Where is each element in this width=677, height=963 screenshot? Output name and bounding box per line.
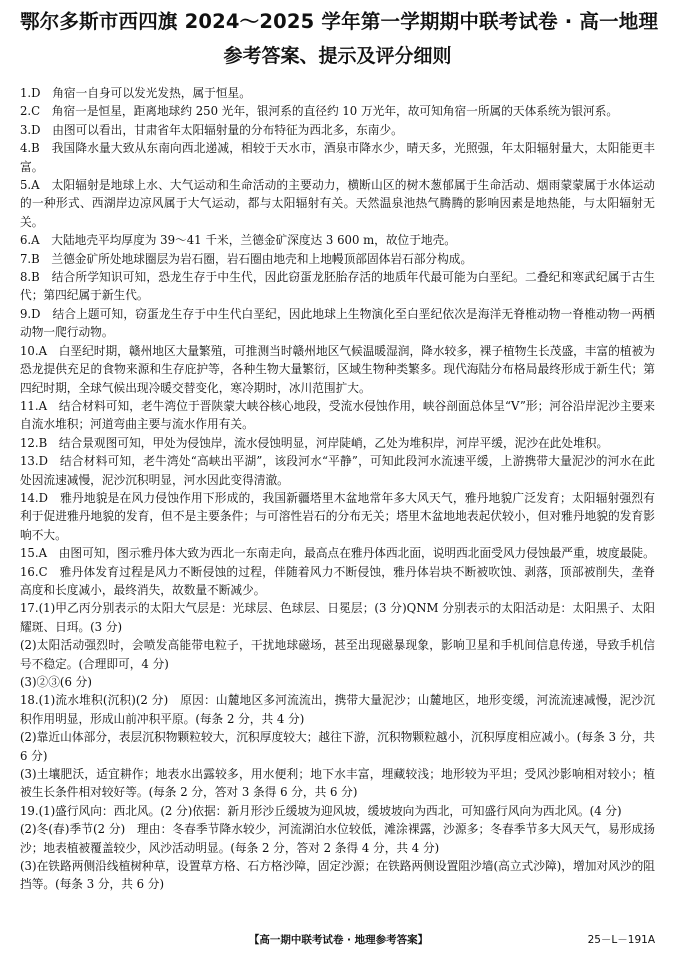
answer-17-part-3: (3)②③(6 分) bbox=[20, 675, 92, 689]
answer-19-part-1: 19.(1)盛行风向：西北风。(2 分)依据：新月形沙丘缓坡为迎风坡，缓坡坡向为西北，可知盛行风向为西北风。(4 分) bbox=[20, 803, 622, 818]
answer-17-part-2: (2)太阳活动强烈时，会喷发高能带电粒子，干扰地球磁场，甚至出现磁暴现象，影响卫星和手机间信息传递，导致手机信号不稳定。(合理即可，4 分) bbox=[20, 638, 655, 671]
footer-title: 【高一期中联考试卷 · 地理参考答案】 bbox=[248, 934, 429, 946]
answer-13: 13.D 结合材料可知，老牛湾处“高峡出平湖”，该段河水“平静”，可知此段河水流速平缓，上游携带大量泥沙的河水在此处因流速减慢，泥沙沉积明显，河水因此变得清澈。 bbox=[20, 454, 655, 487]
answer-5: 5.A 太阳辐射是地球上水、大气运动和生命活动的主要动力，横断山区的树木葱郁属于生命活动、烟雨蒙蒙属于水体运动的一种形式、西湖岸边凉风属于大气运动，都与太阳辐射有关。天然温泉池热气腾腾的影响因素是地热能，与太阳辐射无关。 bbox=[20, 178, 655, 229]
page-footer bbox=[0, 930, 677, 950]
answer-3: 3.D 由图可以看出，甘肃省年太阳辐射量的分布特征为西北多，东南少。 bbox=[20, 122, 403, 137]
answer-18-part-1: 18.(1)流水堆积(沉积)(2 分) 原因：山麓地区多河流流出，携带大量泥沙；山麓地区，地形变缓，河流流速减慢，泥沙沉积作用明显，形成山前冲积平原。(每条 2 分，共 4 分) bbox=[20, 693, 655, 726]
answer-19-part-2: (2)冬(春)季节(2 分) 理由：冬春季节降水较少，河流湖泊水位较低，滩涂裸露，沙源多；冬春季节多大风天气，易形成扬沙；地表植被覆盖较少，风沙活动明显。(每条 2 分，答对 2 条得 4 分，共 4 分) bbox=[20, 822, 655, 855]
answer-11: 11.A 结合材料可知，老牛湾位于晋陕蒙大峡谷核心地段，受流水侵蚀作用，峡谷剖面总体呈“V”形；河谷沿岸泥沙主要来自流水堆积；河道弯曲主要与流水作用有关。 bbox=[20, 398, 655, 432]
answer-12: 12.B 结合景观图可知，甲处为侵蚀岸，流水侵蚀明显，河岸陡峭，乙处为堆积岸，河岸平缓，泥沙在此处堆积。 bbox=[20, 435, 609, 450]
answer-16: 16.C 雅丹体发育过程是风力不断侵蚀的过程，伴随着风力不断侵蚀，雅丹体岩块不断被吹蚀、剥落，顶部被削失，垄脊高度和长度减小，最终消失，故数量不断减少。 bbox=[20, 564, 655, 597]
answer-list bbox=[20, 84, 655, 894]
answer-18-part-2: (2)靠近山体部分，表层沉积物颗粒较大，沉积厚度较大；越往下游，沉积物颗粒越小，沉积厚度相应减小。(每条 3 分，共 6 分) bbox=[20, 730, 655, 763]
answer-1: 1.D 角宿一自身可以发光发热，属于恒星。 bbox=[20, 86, 251, 100]
answer-8: 8.B 结合所学知识可知，恐龙生存于中生代，因此窃蛋龙胚胎存活的地质年代最可能为白垩纪。二叠纪和寒武纪属于古生代；第四纪属于新生代。 bbox=[20, 270, 655, 303]
answer-17-part-1: 17.(1)甲乙丙分别表示的太阳大气层是：光球层、色球层、日冕层；(3 分)QNM 分别表示的太阳活动是：太阳黑子、太阳耀斑、日珥。(3 分) bbox=[20, 601, 655, 634]
answer-19-part-3: (3)在铁路两侧沿线植树种草，设置草方格、石方格沙障，固定沙源；在铁路两侧设置阻沙墙(高立式沙障)，增加对风沙的阻挡等。(每条 3 分，共 6 分) bbox=[20, 859, 655, 892]
answer-6: 6.A 大陆地壳平均厚度为 39～41 千米，兰德金矿深度达 3 600 m，故位于地壳。 bbox=[20, 233, 456, 248]
answer-4: 4.B 我国降水量大致从东南向西北递减，相较于天水市，酒泉市降水少，晴天多，光照强，年太阳辐射量大，太阳能更丰富。 bbox=[20, 141, 655, 174]
answer-10: 10.A 白垩纪时期，赣州地区大量繁殖，可推测当时赣州地区气候温暖湿润，降水较多，裸子植物生长茂盛，丰富的植被为恐龙提供充足的食物来源和生存庇护等，各种生物大量繁衍，区域生物种类繁多。现代海陆分布格局最终形成于新生代；第四纪时期，全球气候出现冷暖交替变化，寒冷期时，冰川范围扩大。 bbox=[20, 343, 655, 395]
page-subtitle: 参考答案、提示及评分细则 bbox=[223, 45, 452, 67]
footer-code: 25－L－191A bbox=[587, 934, 655, 946]
answer-14: 14.D 雅丹地貌是在风力侵蚀作用下形成的，我国新疆塔里木盆地常年多大风天气，雅丹地貌广泛发育；太阳辐射强烈有利于促进雅丹地貌的发育，但不是主要条件；与可溶性岩石的分布无关；塔里木盆地地表起伏较小，但对雅丹地貌的发育影响不大。 bbox=[20, 490, 655, 542]
answer-2: 2.C 角宿一是恒星，距离地球约 250 光年，银河系的直径约 10 万光年，故可知角宿一所属的天体系统为银河系。 bbox=[20, 104, 619, 119]
answer-15: 15.A 由图可知，图示雅丹体大致为西北一东南走向，最高点在雅丹体西北面，说明西北面受风力侵蚀最严重，坡度最陡。 bbox=[20, 546, 655, 561]
answer-9: 9.D 结合上题可知，窃蛋龙生存于中生代白垩纪，因此地球上生物演化至白垩纪依次是海洋无脊椎动物一脊椎动物一两栖动物一爬行动物。 bbox=[20, 306, 655, 340]
page-title: 鄂尔多斯市西四旗 2024～2025 学年第一学期期中联考试卷 · 高一地理 bbox=[20, 10, 659, 33]
answer-18-part-3: (3)土壤肥沃，适宜耕作；地表水出露较多，用水便利；地下水丰富，埋藏较浅；地形较为平坦；受风沙影响相对较小；植被生长条件相对较好等。(每条 2 分，答对 3 条得 6 分，共 6 分) bbox=[20, 767, 655, 800]
answer-7: 7.B 兰德金矿所处地球圈层为岩石圈，岩石圈由地壳和上地幔顶部固体岩石部分构成。 bbox=[20, 251, 473, 266]
